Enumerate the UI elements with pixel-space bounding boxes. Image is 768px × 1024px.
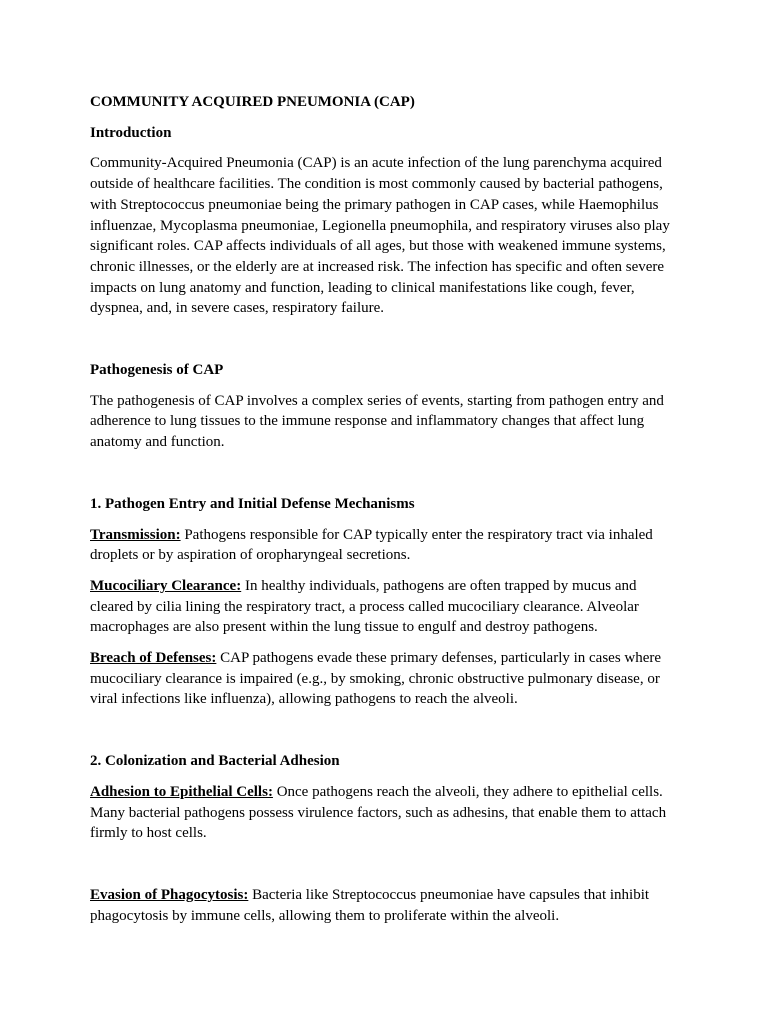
document-page — [90, 92, 680, 936]
section-spacer — [90, 329, 680, 360]
mucociliary-paragraph — [90, 576, 680, 638]
mucociliary-text: In healthy individuals, pathogens are often trapped by mucus and cleared by cilia lining the respiratory tract, a process called mucociliary clearance. Alveolar macrophages are also present within the lung tissue to engulf and destroy pathogens. — [90, 577, 639, 636]
intro-heading: Introduction — [90, 124, 172, 141]
breach-term: Breach of Defenses: — [90, 650, 217, 667]
evasion-text: Bacteria like Streptococcus pneumoniae have capsules that inhibit phagocytosis by immune cells, allowing them to proliferate within the alveoli. — [90, 886, 650, 924]
transmission-paragraph — [90, 525, 680, 566]
section1-heading: 1. Pathogen Entry and Initial Defense Mechanisms — [90, 495, 415, 512]
adhesion-paragraph — [90, 782, 680, 844]
section-spacer — [90, 854, 680, 885]
mucociliary-term: Mucociliary Clearance: — [90, 577, 242, 594]
pathogenesis-paragraph: The pathogenesis of CAP involves a complex series of events, starting from pathogen entry and adherence to lung tissues to the immune response and inflammatory changes that affect lung anatomy and function. — [90, 392, 664, 451]
adhesion-text: Once pathogens reach the alveoli, they adhere to epithelial cells. Many bacterial pathogens possess virulence factors, such as adhesins, that enable them to attach firmly to host cells. — [90, 783, 667, 842]
section2-heading: 2. Colonization and Bacterial Adhesion — [90, 753, 340, 770]
evasion-term: Evasion of Phagocytosis: — [90, 886, 249, 903]
document-title: COMMUNITY ACQUIRED PNEUMONIA (CAP) — [90, 94, 415, 110]
evasion-paragraph — [90, 885, 680, 926]
breach-text: CAP pathogens evade these primary defenses, particularly in cases where mucociliary clearance is impaired (e.g., by smoking, chronic obstructive pulmonary disease, or viral infections like influenza), allowing pathogens to reach the alveoli. — [90, 650, 662, 708]
adhesion-term: Adhesion to Epithelial Cells: — [90, 783, 273, 800]
section-spacer — [90, 463, 680, 494]
transmission-text: Pathogens responsible for CAP typically enter the respiratory tract via inhaled droplets or by aspiration of oropharyngeal secretions. — [90, 526, 653, 564]
breach-paragraph — [90, 648, 680, 710]
transmission-term: Transmission: — [90, 526, 181, 543]
section-spacer — [90, 720, 680, 751]
pathogenesis-heading: Pathogenesis of CAP — [90, 362, 224, 379]
intro-paragraph: Community-Acquired Pneumonia (CAP) is an acute infection of the lung parenchyma acquired outside of healthcare facilities. The condition is most commonly caused by bacterial pathogens, with Streptococcus pneumoniae being the primary pathogen in CAP cases, while Haemophilus influenzae, Mycoplasma pneumoniae, Legionella pneumophila, and respiratory viruses also play significant roles. CAP affects individuals of all ages, but those with weakened immune systems, chronic illnesses, or the elderly are at increased risk. The infection has specific and often severe impacts on lung anatomy and function, leading to clinical manifestations like cough, fever, dyspnea, and, in severe cases, respiratory failure. — [90, 155, 670, 317]
